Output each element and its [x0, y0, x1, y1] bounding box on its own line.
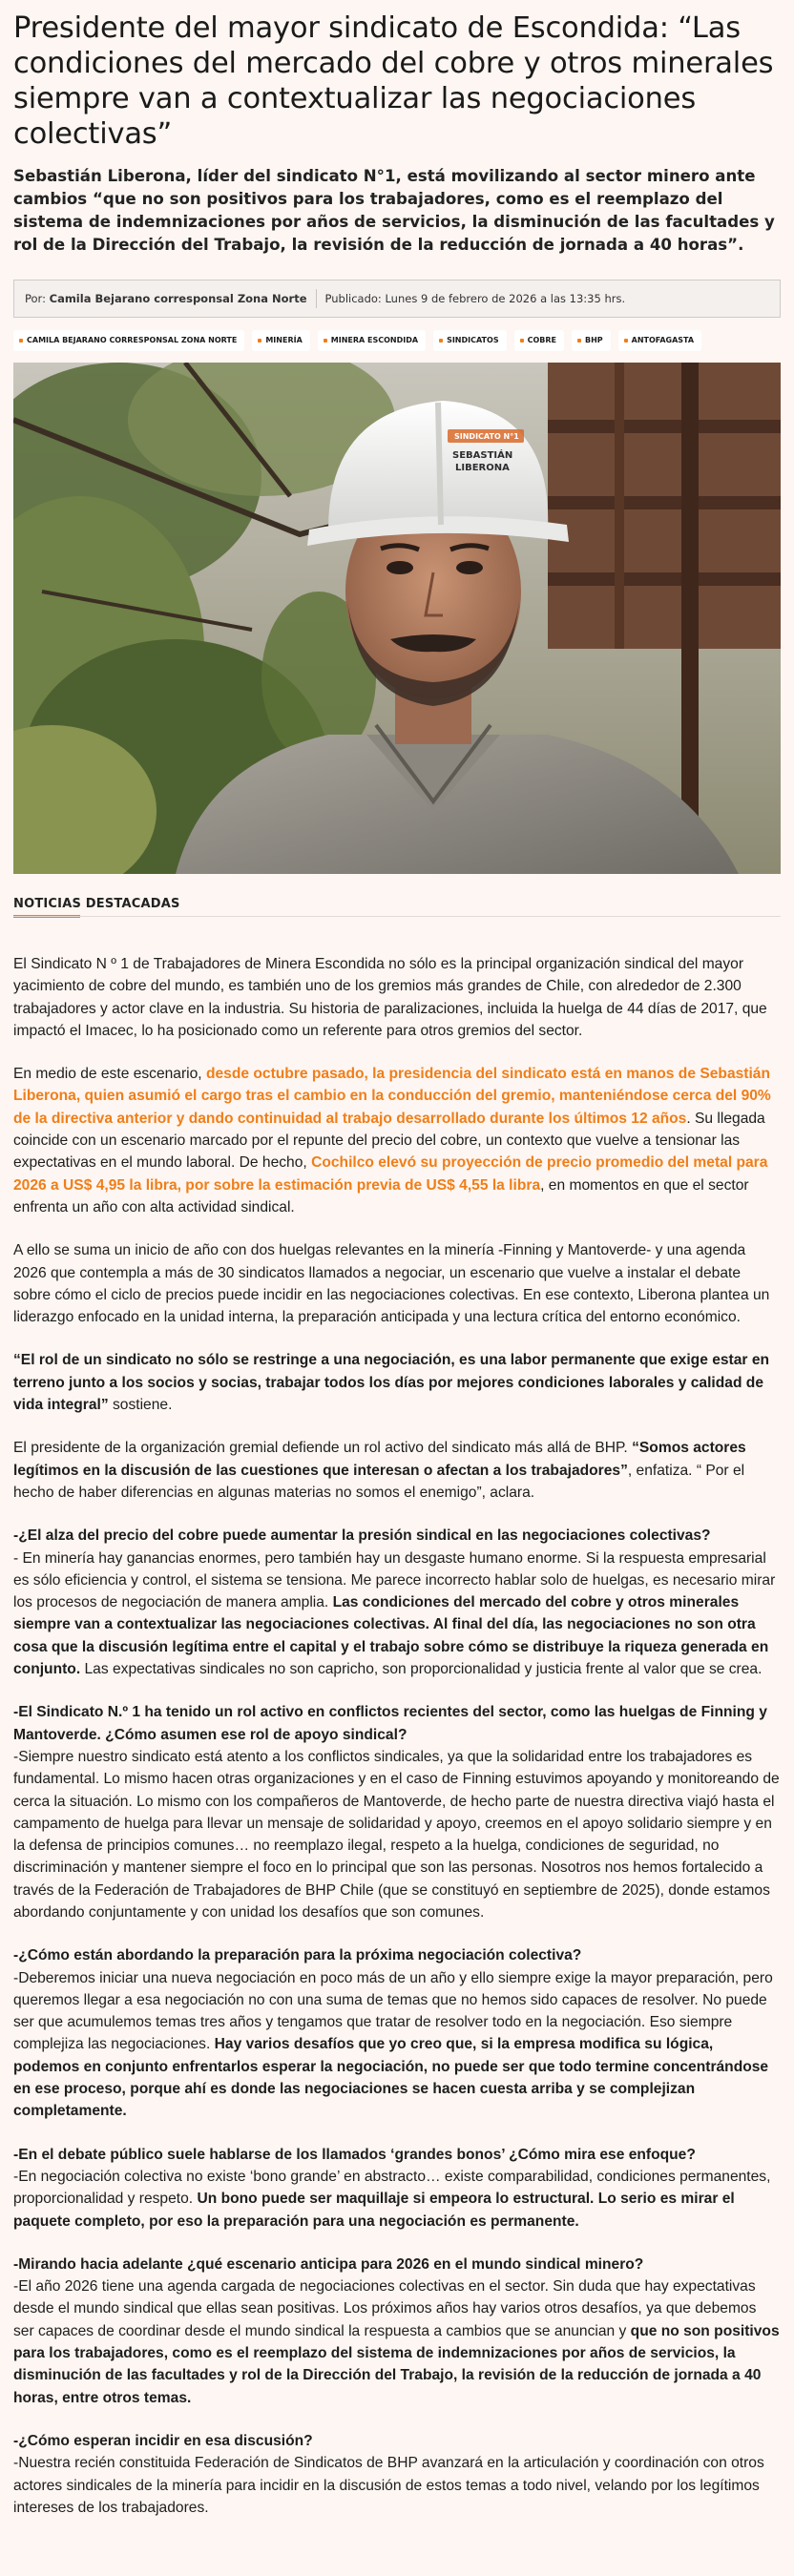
- answer: -El año 2026 tiene una agenda cargada de negociaciones colectivas en el sector. Sin duda que hay expectativas desde el mundo sindical que ellas sean positivas. Los próximos años hay varios otros desafíos, ya que debemos ser capaces de coordinar desde el mundo sindical la respuesta a cambios que se anuncian y: [13, 2278, 757, 2339]
- paragraph-1: El Sindicato N º 1 de Trabajadores de Minera Escondida no sólo es la principal organización sindical del mayor yacimiento de cobre del mundo, es también uno de los gremios más grandes de Chile, con alrededor de 2.300 trabajadores y actor clave en la industria. Su historia de paralizaciones, incluida la huelga de 44 días de 2017, que impactó el Imacec, lo ha posicionado como un referente para otros gremios del sector.: [13, 956, 767, 1039]
- answer-emphasis: que no son positivos para los trabajadores, como es el reemplazo del sistema de indemnizaciones por años de servicios, la disminución de las facultades y rol de la Dirección del Trabajo, la revisión de la reducción de jornada a 40 horas, entre otros temas.: [13, 2322, 780, 2406]
- tag-label: ANTOFAGASTA: [631, 336, 695, 344]
- question: -¿Cómo esperan incidir en esa discusión?: [13, 2432, 313, 2449]
- byline-separator: [316, 289, 317, 308]
- tag-bullet-icon: [577, 339, 581, 343]
- answer-emphasis: Un bono puede ser maquillaje si empeora lo estructural. Lo serio es mirar el paquete completo, por eso la preparación para una negociación es permanente.: [13, 2191, 735, 2230]
- featured-news-label[interactable]: NOTICIAS DESTACADAS: [13, 897, 180, 911]
- tag-cobre[interactable]: [514, 330, 564, 351]
- tag-minera-escondida[interactable]: [318, 330, 426, 351]
- article-headline: Presidente del mayor sindicato de Escondida: “Las condiciones del mercado del cobre y otros minerales siempre van a contextualizar las negociaciones colectivas”: [13, 11, 774, 151]
- tag-label: BHP: [584, 336, 603, 344]
- cochilco-link[interactable]: Cochilco elevó su proyección de precio promedio del metal para 2026 a US$ 4,95 la libra, por sobre la estimación previa de US$ 4,55 la libra: [13, 1154, 768, 1194]
- helmet-text-union: SINDICATO N°1: [454, 432, 519, 441]
- tag-bhp[interactable]: [572, 330, 611, 351]
- qa-big-bonuses: [13, 2144, 781, 2233]
- tag-label: COBRE: [527, 336, 556, 344]
- highlight-presidency: desde octubre pasado, la presidencia del sindicato está en manos de Sebastián Liberona, quien asumió el cargo tras el cambio en la conducción del gremio, manteniéndose cerca del 90% de la directiva anterior y dando continuidad al trabajo desarrollado durante los últimos 12 años: [13, 1066, 771, 1127]
- paragraph-2: [13, 1063, 781, 1218]
- paragraph-5: [13, 1437, 781, 1504]
- quote-role: “El rol de un sindicato no sólo se restringe a una negociación, es una labor permanente que exige estar en terreno junto a los socios y socias, trabajar todos los días por mejores condiciones laborales y calidad de vida integral”: [13, 1352, 770, 1414]
- tag-sindicatos[interactable]: [433, 330, 507, 351]
- helmet-text-last: LIBERONA: [455, 463, 510, 473]
- text: En medio de este escenario,: [13, 1066, 206, 1083]
- qa-preparation: [13, 1944, 781, 2122]
- tag-list: [13, 329, 781, 351]
- tag-bullet-icon: [19, 339, 23, 343]
- text: sostiene.: [108, 1397, 173, 1414]
- paragraph-3: A ello se suma un inicio de año con dos huelgas relevantes en la minería -Finning y Mantoverde- y una agenda 2026 que contempla a más de 30 sindicatos llamados a negociar, un escenario que vuelve a instalar el debate sobre cómo el ciclo de precios puede incidir en las negociaciones colectivas. En ese contexto, Liberona plantea un liderazgo enfocado en la unidad interna, la preparación anticipada y una lectura crítica del entorno económico.: [13, 1242, 770, 1326]
- tag-label: SINDICATOS: [447, 336, 499, 344]
- article-lead: Sebastián Liberona, líder del sindicato N°1, está movilizando al sector minero ante cambios “que no son positivos para los trabajadores, como es el reemplazo del sistema de indemnizaciones por años de servicios, la disminución de las facultades y rol de la Dirección del Trabajo, la revisión de la reducción de jornada a 40 horas”.: [13, 167, 775, 254]
- answer-emphasis: Las condiciones del mercado del cobre y otros minerales siempre van a contextualizar las negociaciones colectivas. Al final del día, las negociaciones no son otra cosa que la discusión legítima entre el capital y el trabajo sobre cómo se distribuye la riqueza generada en conjunto.: [13, 1594, 769, 1678]
- tag-bullet-icon: [439, 339, 443, 343]
- byline-box: [13, 280, 781, 318]
- tag-bullet-icon: [258, 339, 261, 343]
- question: -El Sindicato N.º 1 ha tenido un rol activo en conflictos recientes del sector, como las huelgas de Finning y Mantoverde. ¿Cómo asumen ese rol de apoyo sindical?: [13, 1704, 767, 1743]
- text: . Su llegada coincide con un escenario marcado por el repunte del precio del cobre, un contexto que vuelve a tensionar las expectativas en el mundo laboral. De hecho,: [13, 1110, 765, 1172]
- tag-bullet-icon: [324, 339, 327, 343]
- qa-union-support: [13, 1701, 781, 1923]
- portrait-illustration: [13, 363, 781, 874]
- answer: -Siempre nuestro sindicato está atento a los conflictos sindicales, ya que la solidaridad entre los trabajadores es fundamental. Lo mismo hacen otras organizaciones y en el caso de Finning estuvimos apoyando y monitoreando de cerca la situación. Lo mismo con los compañeros de Mantoverde, de hecho parte de nuestra directiva viajó hasta el campamento de huelga para llevar un mensaje de solidaridad y apoyo, creemos en el apoyo solidario siempre y en la defensa de principios comunes… no reemplazo ilegal, respeto a la huelga, condiciones de seguridad, no discriminación y mantener siempre el foco en lo principal que son las personas. Nosotros nos hemos fortalecido a través de la Federación de Trabajadores de BHP Chile (que se constituyó en septiembre de 2025), donde estamos abordando conjuntamente y con unidad los desafíos que son comunes.: [13, 1748, 780, 1921]
- text: El presidente de la organización gremial defiende un rol activo del sindicato más allá de BHP.: [13, 1440, 633, 1457]
- answer: -Nuestra recién constituida Federación de Sindicatos de BHP avanzará en la articulación y coordinación con otros actores sindicales de la minería para incidir en la discusión de estos temas a todo nivel, velando por los legítimos intereses de los trabajadores.: [13, 2455, 764, 2516]
- tag-bullet-icon: [520, 339, 524, 343]
- featured-news-header[interactable]: [13, 897, 781, 917]
- answer: - En minería hay ganancias enormes, pero también hay un desgaste humano enorme. Si la respuesta empresarial es sólo eficiencia y control, el sistema se tensiona. Me parece incorrecto hablar solo de huelgas, es necesario mirar los procesos de negociación de manera amplia.: [13, 1549, 776, 1611]
- answer: -Deberemos iniciar una nueva negociación en poco más de un año y ello siempre exige la mayor preparación, pero queremos llegar a esa negociación no con una suma de temas que no hemos sido capaces de resolver. No puede ser que acumulemos temas tres años y tengamos que tratar de resolver todo en la negociación. Eso siempre complejiza las negociaciones.: [13, 1969, 773, 2053]
- featured-news-divider: [13, 916, 781, 917]
- tag-antofagasta[interactable]: [618, 330, 701, 351]
- tag-label: MINERA ESCONDIDA: [330, 336, 419, 344]
- qa-copper-price: [13, 1525, 781, 1680]
- byline-prefix: Por:: [25, 292, 50, 305]
- tag-bullet-icon: [624, 339, 628, 343]
- qa-outlook-2026: [13, 2254, 781, 2409]
- helmet-text-first: SEBASTIÁN: [452, 450, 513, 461]
- byline-author-name[interactable]: Camila Bejarano corresponsal Zona Norte: [49, 292, 307, 305]
- text: , en momentos en que el sector enfrenta un año con alta actividad sindical.: [13, 1176, 749, 1215]
- text: , enfatiza. “ Por el hecho de haber diferencias en algunas materias no somos el enemigo”, aclara.: [13, 1462, 745, 1501]
- qa-influence: [13, 2430, 781, 2519]
- byline-author: [25, 292, 307, 305]
- article-photo: [13, 363, 781, 874]
- question: -¿Cómo están abordando la preparación para la próxima negociación colectiva?: [13, 1947, 582, 1964]
- byline-date: Publicado: Lunes 9 de febrero de 2026 a las 13:35 hrs.: [324, 292, 626, 305]
- tag-label: MINERÍA: [265, 336, 303, 344]
- tag-author[interactable]: [13, 330, 244, 351]
- article-body: [13, 953, 781, 2519]
- question: -Mirando hacia adelante ¿qué escenario anticipa para 2026 en el mundo sindical minero?: [13, 2255, 644, 2273]
- answer-emphasis: Hay varios desafíos que yo creo que, si la empresa modifica su lógica, podemos en conjunto enfrentarlos esperar la negociación, no puede ser que todo termine concentrándose en ese proceso, porque ahí es donde las negociaciones se hacen cuesta arriba y se complejizan completamente.: [13, 2036, 769, 2120]
- paragraph-4: [13, 1349, 781, 1416]
- tag-mineria[interactable]: [252, 330, 309, 351]
- tag-label: CAMILA BEJARANO CORRESPONSAL ZONA NORTE: [27, 336, 238, 344]
- question: -En el debate público suele hablarse de los llamados ‘grandes bonos’ ¿Cómo mira ese enfoque?: [13, 2146, 696, 2163]
- quote-legitimate-actors: “Somos actores legítimos en la discusión de las cuestiones que interesan o afectan a los trabajadores”: [13, 1440, 746, 1479]
- answer: -En negociación colectiva no existe ‘bono grande’ en abstracto… existe comparabilidad, condiciones permanentes, proporcionalidad y respeto.: [13, 2168, 771, 2208]
- question: -¿El alza del precio del cobre puede aumentar la presión sindical en las negociaciones colectivas?: [13, 1527, 711, 1545]
- answer: Las expectativas sindicales no son capricho, son proporcionalidad y justicia frente al valor que se crea.: [80, 1661, 763, 1678]
